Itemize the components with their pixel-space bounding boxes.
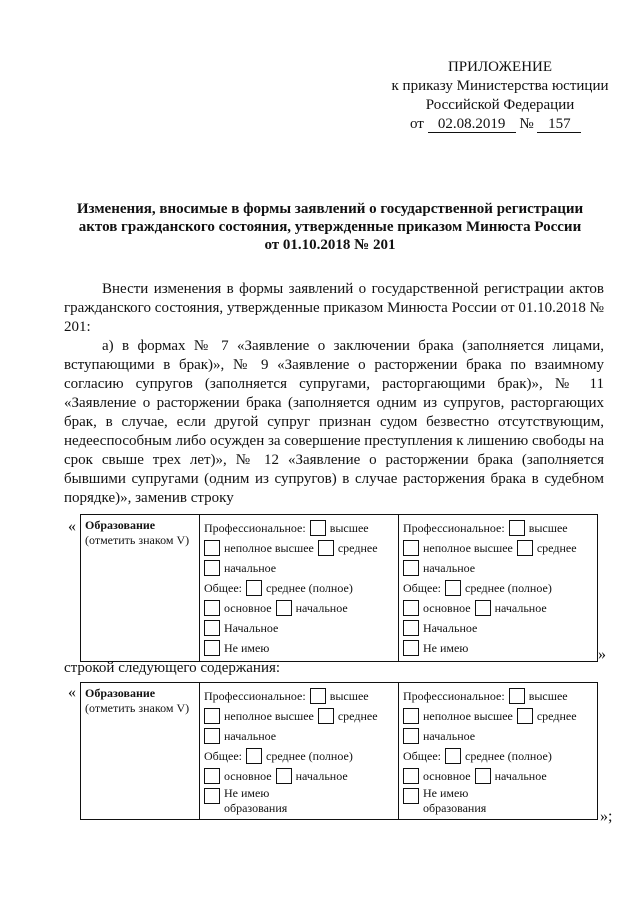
- incomplete-higher-label: неполное высшее: [423, 540, 513, 555]
- education-label-cell: [81, 683, 200, 820]
- checkbox-initial-cap[interactable]: [204, 620, 220, 636]
- checkbox-secondary[interactable]: [318, 540, 334, 556]
- appendix-heading: ПРИЛОЖЕНИЕ: [447, 59, 553, 75]
- open-quote-2: «: [68, 684, 76, 701]
- checkbox-no-education[interactable]: [403, 788, 419, 804]
- appendix-line-1: к приказу Министерства юстиции: [391, 78, 609, 94]
- initial-cap-label: Начальное: [224, 620, 279, 635]
- checkbox-secondary[interactable]: [517, 708, 533, 724]
- secondary-label: среднее: [337, 708, 378, 723]
- no-education-line-2: образования: [224, 801, 288, 815]
- initial-cap-label: Начальное: [423, 620, 478, 635]
- checkbox-secondary-full[interactable]: [445, 580, 461, 596]
- higher-label: высшее: [528, 520, 568, 535]
- prof-label: Профессиональное:: [403, 688, 505, 703]
- higher-label: высшее: [329, 688, 369, 703]
- education-label: Образование: [85, 686, 156, 700]
- close-quote-2: »;: [600, 808, 613, 825]
- secondary-full-label: среднее (полное): [465, 748, 552, 763]
- checkbox-no-education[interactable]: [204, 788, 220, 804]
- paragraph-2: а) в формах № 7 «Заявление о заключении брака (заполняется лицами, вступающими в брак)», № 9 «Заявление о расторжении брака по взаимному согласию супругов (заполняется супругами, расторгающими брак)», № 11 «Заявление о расторжении брака (заполняется одним из супругов, расторгающих брак, в случае, если другой супруг признан судом безвестно отсутствующим, недееспособным либо осужден за совершение преступления к лишению свободы на срок свыше трех лет)», № 12 «Заявление о расторжении брака (заполняется бывшими супругами (одним из супругов) в случае расторжения брака в судебном порядке)», заменив строку: [64, 338, 604, 506]
- checkbox-secondary-full[interactable]: [246, 748, 262, 764]
- appendix-line-2: Российской Федерации: [425, 97, 575, 113]
- none-label: Не имею: [224, 640, 270, 655]
- general-label: Общее:: [403, 748, 441, 763]
- education-sublabel: (отметить знаком V): [85, 701, 190, 715]
- initial-label: начальное: [224, 560, 277, 575]
- education-table-new: [80, 682, 598, 820]
- checkbox-secondary[interactable]: [318, 708, 334, 724]
- paragraph-1: Внести изменения в формы заявлений о государственной регистрации актов гражданского состояния, утвержденные приказом Минюста России от 01.10.2018 № 201:: [64, 281, 604, 335]
- checkbox-higher[interactable]: [509, 688, 525, 704]
- checkbox-basic[interactable]: [403, 768, 419, 784]
- general-label: Общее:: [204, 580, 242, 595]
- checkbox-incomplete-higher[interactable]: [403, 540, 419, 556]
- checkbox-none[interactable]: [403, 640, 419, 656]
- secondary-label: среднее: [337, 540, 378, 555]
- checkbox-secondary-full[interactable]: [445, 748, 461, 764]
- basic-label: основное: [423, 600, 471, 615]
- checkbox-incomplete-higher[interactable]: [204, 540, 220, 556]
- no-education-label: [224, 786, 287, 816]
- incomplete-higher-label: неполное высшее: [224, 708, 314, 723]
- prof-label: Профессиональное:: [204, 688, 306, 703]
- secondary-label: среднее: [536, 708, 577, 723]
- basic-label: основное: [224, 600, 272, 615]
- from-label: от: [410, 116, 424, 132]
- checkbox-secondary[interactable]: [517, 540, 533, 556]
- checkbox-none[interactable]: [204, 640, 220, 656]
- checkbox-initial-general[interactable]: [276, 768, 292, 784]
- education-table-old: [80, 514, 598, 662]
- order-date: 02.08.2019: [428, 116, 516, 133]
- checkbox-initial[interactable]: [204, 728, 220, 744]
- incomplete-higher-label: неполное высшее: [224, 540, 314, 555]
- initial-label: начальное: [423, 560, 476, 575]
- education-label: Образование: [85, 518, 156, 532]
- secondary-full-label: среднее (полное): [266, 748, 353, 763]
- checkbox-basic[interactable]: [403, 600, 419, 616]
- checkbox-initial[interactable]: [403, 728, 419, 744]
- education-options-cell-1: [200, 683, 399, 820]
- document-title: [60, 200, 600, 254]
- general-label: Общее:: [204, 748, 242, 763]
- checkbox-higher[interactable]: [310, 520, 326, 536]
- checkbox-initial[interactable]: [204, 560, 220, 576]
- checkbox-incomplete-higher[interactable]: [403, 708, 419, 724]
- checkbox-initial-cap[interactable]: [403, 620, 419, 636]
- checkbox-incomplete-higher[interactable]: [204, 708, 220, 724]
- between-text: строкой следующего содержания:: [64, 660, 281, 676]
- checkbox-basic[interactable]: [204, 600, 220, 616]
- initial-general-label: начальное: [494, 600, 547, 615]
- secondary-full-label: среднее (полное): [465, 580, 552, 595]
- open-quote-1: «: [68, 518, 76, 535]
- initial-general-label: начальное: [494, 768, 547, 783]
- education-options-cell-1: [200, 515, 399, 662]
- checkbox-higher[interactable]: [310, 688, 326, 704]
- no-education-line-2: образования: [423, 801, 487, 815]
- initial-general-label: начальное: [295, 768, 348, 783]
- title-line-2: актов гражданского состояния, утвержденные приказом Минюста России: [78, 219, 582, 235]
- number-label: №: [519, 116, 534, 132]
- no-education-line-1: Не имею: [224, 786, 270, 800]
- close-quote-1: »: [598, 646, 606, 663]
- initial-general-label: начальное: [295, 600, 348, 615]
- no-education-line-1: Не имею: [423, 786, 469, 800]
- education-label-cell: [81, 515, 200, 662]
- secondary-full-label: среднее (полное): [266, 580, 353, 595]
- education-options-cell-2: [399, 515, 598, 662]
- checkbox-initial-general[interactable]: [276, 600, 292, 616]
- title-line-3: от 01.10.2018 № 201: [264, 237, 396, 253]
- secondary-label: среднее: [536, 540, 577, 555]
- order-number: 157: [537, 116, 581, 133]
- checkbox-basic[interactable]: [204, 768, 220, 784]
- order-line: [380, 115, 620, 134]
- checkbox-initial[interactable]: [403, 560, 419, 576]
- prof-label: Профессиональное:: [403, 520, 505, 535]
- basic-label: основное: [423, 768, 471, 783]
- checkbox-initial-general[interactable]: [475, 600, 491, 616]
- no-education-label: [423, 786, 486, 816]
- higher-label: высшее: [528, 688, 568, 703]
- general-label: Общее:: [403, 580, 441, 595]
- initial-label: начальное: [423, 728, 476, 743]
- body-text: [64, 280, 604, 508]
- education-sublabel: (отметить знаком V): [85, 533, 190, 547]
- checkbox-initial-general[interactable]: [475, 768, 491, 784]
- incomplete-higher-label: неполное высшее: [423, 708, 513, 723]
- basic-label: основное: [224, 768, 272, 783]
- checkbox-secondary-full[interactable]: [246, 580, 262, 596]
- title-line-1: Изменения, вносимые в формы заявлений о государственной регистрации: [76, 201, 584, 217]
- prof-label: Профессиональное:: [204, 520, 306, 535]
- appendix-header: [380, 58, 620, 134]
- none-label: Не имею: [423, 640, 469, 655]
- higher-label: высшее: [329, 520, 369, 535]
- checkbox-higher[interactable]: [509, 520, 525, 536]
- education-options-cell-2: [399, 683, 598, 820]
- initial-label: начальное: [224, 728, 277, 743]
